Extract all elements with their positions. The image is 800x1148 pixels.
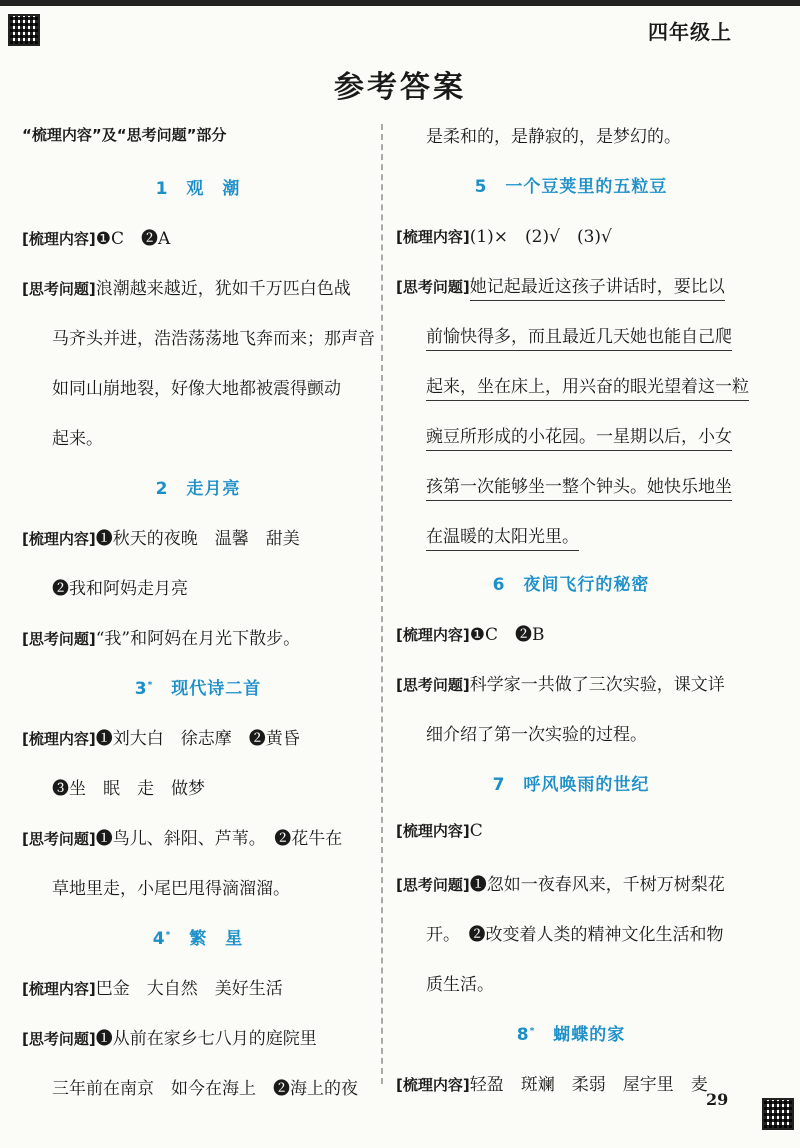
tag-label: [梳理内容]: [22, 980, 96, 998]
tag-label: [梳理内容]: [22, 730, 96, 748]
answer-line: [22, 624, 300, 649]
heading-text: 蝴蝶的家: [535, 1025, 626, 1045]
answer-line: 细介绍了第一次实验的过程。: [426, 725, 647, 745]
tag-label: [梳理内容]: [396, 822, 470, 840]
answer-line: 质生活。: [426, 975, 494, 995]
answer-text: 浪潮越来越近，犹如千万匹白色战: [95, 279, 351, 299]
heading-lesson-3: [22, 674, 374, 699]
answer-line: [396, 1070, 708, 1095]
answer-text: 科学家一共做了三次实验，课文详: [469, 675, 725, 695]
answer-text: (1)× (2)√ (3)√: [469, 227, 612, 247]
answer-line: [396, 272, 725, 297]
heading-lesson-7: 7 呼风唤雨的世纪: [492, 775, 650, 795]
tag-label: [思考问题]: [396, 676, 470, 694]
answer-text: C: [469, 821, 483, 841]
answer-line: [396, 870, 725, 895]
tag-label: [思考问题]: [396, 278, 470, 296]
page-title: 参考答案: [334, 70, 466, 105]
tag-label: [思考问题]: [22, 280, 96, 298]
answer-line: 起来。: [52, 429, 103, 449]
qr-code-icon: [762, 1098, 794, 1130]
answer-line: [22, 1024, 317, 1049]
underlined-answer: 孩第一次能够坐一整个钟头。她快乐地坐: [426, 477, 732, 501]
answer-text: ❶鸟儿、斜阳、芦苇。 ❷花牛在: [95, 829, 343, 849]
underlined-answer: 她记起最近这孩子讲话时，要比以: [470, 277, 725, 301]
answer-text: ❶C ❷A: [95, 229, 171, 249]
heading-lesson-8: [396, 1020, 746, 1045]
heading-lesson-2: 2 走月亮: [155, 479, 241, 499]
answer-line: [426, 422, 732, 447]
heading-number: 8: [516, 1025, 530, 1045]
tag-label: [梳理内容]: [396, 228, 470, 246]
qr-code-icon: [8, 14, 40, 46]
tag-label: [思考问题]: [396, 876, 470, 894]
section-title: “梳理内容”及“思考问题”部分: [22, 126, 227, 144]
answer-line: 草地里走，小尾巴甩得滴溜溜。: [52, 879, 290, 899]
answer-line: [396, 222, 612, 247]
underlined-answer: 豌豆所形成的小花园。一星期以后，小女: [426, 427, 732, 451]
answer-text: ❶刘大白 徐志摩 ❷黄昏: [95, 729, 300, 749]
page-number: 29: [706, 1090, 729, 1109]
heading-number: 4: [152, 929, 166, 949]
heading-mark: *: [147, 680, 154, 691]
answer-line: [22, 224, 170, 249]
grade-label: 四年级上: [648, 20, 732, 44]
answer-line: [426, 322, 732, 347]
answer-line: 马齐头并进，浩浩荡荡地飞奔而来；那声音: [52, 329, 375, 349]
heading-mark: *: [529, 1026, 536, 1037]
top-rule: [0, 0, 800, 6]
answer-line: [22, 974, 283, 999]
underlined-answer: 前愉快得多，而且最近几天她也能自己爬: [426, 327, 732, 351]
heading-lesson-1: 1 观 潮: [155, 179, 241, 199]
answer-line: [396, 620, 544, 645]
tag-label: [思考问题]: [22, 830, 96, 848]
answer-text: ❶秋天的夜晚 温馨 甜美: [95, 529, 300, 549]
answer-text: 轻盈 斑斓 柔弱 屋宇里 麦: [469, 1075, 708, 1095]
underlined-answer: 起来，坐在床上，用兴奋的眼光望着这一粒: [426, 377, 749, 401]
answer-line: 三年前在南京 如今在海上 ❷海上的夜: [52, 1079, 358, 1099]
heading-mark: *: [165, 930, 172, 941]
answer-text: ❶忽如一夜春风来，千树万树梨花: [469, 875, 725, 895]
heading-lesson-6: 6 夜间飞行的秘密: [492, 575, 650, 595]
answer-line: ❸坐 眠 走 做梦: [52, 779, 205, 799]
heading-lesson-5: 5 一个豆荚里的五粒豆: [474, 177, 668, 197]
answer-text: “我”和阿妈在月光下散步。: [95, 629, 301, 649]
answer-line: 是柔和的，是静寂的，是梦幻的。: [426, 127, 681, 147]
answer-line: [426, 472, 732, 497]
answer-line: [396, 670, 725, 695]
answer-line: [396, 820, 483, 841]
tag-label: [梳理内容]: [396, 626, 470, 644]
tag-label: [梳理内容]: [396, 1076, 470, 1094]
underlined-answer: 在温暖的太阳光里。: [426, 527, 579, 551]
answer-line: 如同山崩地裂，好像大地都被震得颤动: [52, 379, 341, 399]
answer-line: [426, 372, 749, 397]
answer-line: [22, 524, 300, 549]
heading-text: 繁 星: [171, 929, 244, 949]
tag-label: [梳理内容]: [22, 530, 96, 548]
tag-label: [思考问题]: [22, 630, 96, 648]
answer-line: [22, 274, 351, 299]
answer-line: [22, 824, 342, 849]
answer-text: ❶C ❷B: [469, 625, 545, 645]
answer-line: 开。 ❷改变着人类的精神文化生活和物: [426, 925, 724, 945]
answer-text: 巴金 大自然 美好生活: [95, 979, 283, 999]
heading-number: 3: [134, 679, 148, 699]
answer-text: ❶从前在家乡七八月的庭院里: [95, 1029, 317, 1049]
tag-label: [梳理内容]: [22, 230, 96, 248]
heading-text: 现代诗二首: [153, 679, 262, 699]
answer-line: [22, 724, 300, 749]
tag-label: [思考问题]: [22, 1030, 96, 1048]
answer-line: [426, 522, 579, 547]
heading-lesson-4: [22, 924, 374, 949]
answer-line: ❷我和阿妈走月亮: [52, 579, 188, 599]
column-divider: [381, 124, 383, 1084]
